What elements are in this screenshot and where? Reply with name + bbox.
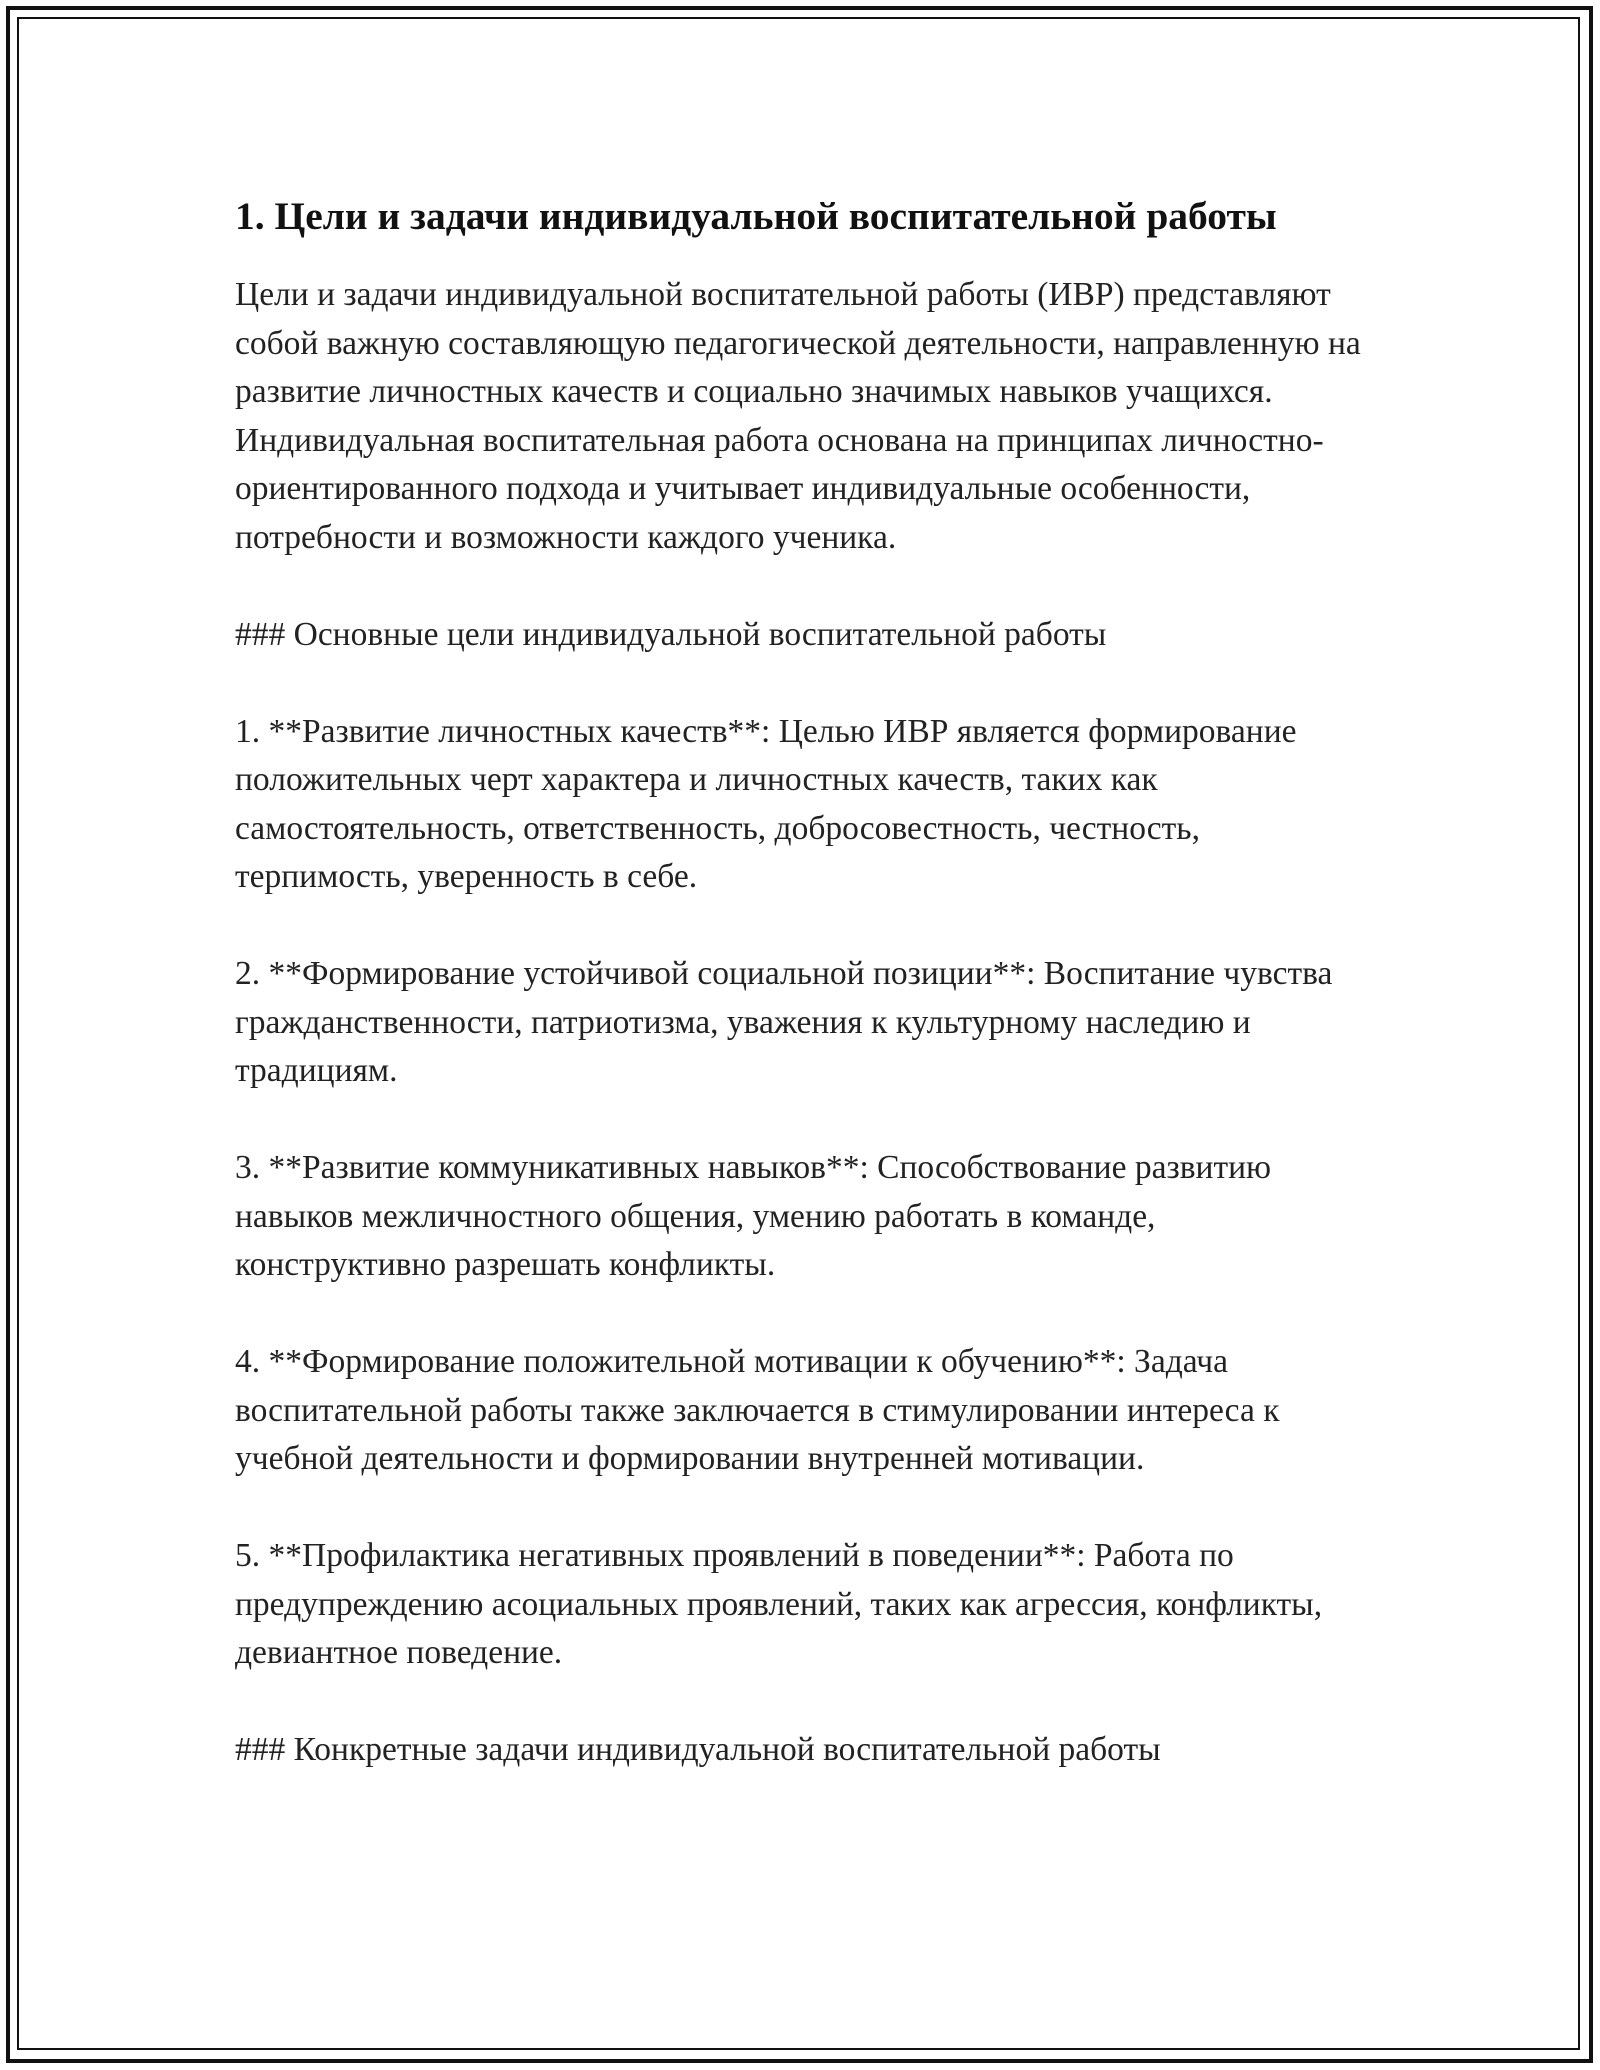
goal-item-5: 5. **Профилактика негативных проявлений в поведении**: Работа по предупреждению асоциальных проявлений, таких как агрессия, конфликты, девиантное поведение. — [235, 1537, 1323, 1671]
goal-item-4: 4. **Формирование положительной мотивации к обучению**: Задача воспитательной работы также заключается в стимулировании интереса к учебной деятельности и формировании внутренней мотивации. — [235, 1343, 1280, 1477]
intro-paragraph: Цели и задачи индивидуальной воспитательной работы (ИВР) представляют собой важную составляющую педагогической деятельности, направленную на развитие личностных качеств и социально значимых навыков учащихся. Индивидуальная воспитательная работа основана на принципах личностно-ориентированного подхода и учитывает индивидуальные особенности, потребности и возможности каждого ученика. — [235, 276, 1361, 556]
section-heading-tasks: ### Конкретные задачи индивидуальной воспитательной работы — [235, 1731, 1161, 1768]
goal-item-1: 1. **Развитие личностных качеств**: Целью ИВР является формирование положительных черт характера и личностных качеств, таких как самостоятельность, ответственность, добросовестность, честность, терпимость, уверенность в себе. — [235, 712, 1297, 895]
goal-item-2: 2. **Формирование устойчивой социальной позиции**: Воспитание чувства гражданственности, патриотизма, уважения к культурному наследию и традициям. — [235, 955, 1333, 1089]
section-heading-goals: ### Основные цели индивидуальной воспитательной работы — [235, 615, 1107, 653]
document-title: 1. Цели и задачи индивидуальной воспитательной работы — [235, 194, 1277, 238]
goal-item-3: 3. **Развитие коммуникативных навыков**: Способствование развитию навыков межличностного общения, умению работать в команде, конструктивно разрешать конфликты. — [235, 1149, 1272, 1283]
document-page — [235, 190, 1365, 1775]
